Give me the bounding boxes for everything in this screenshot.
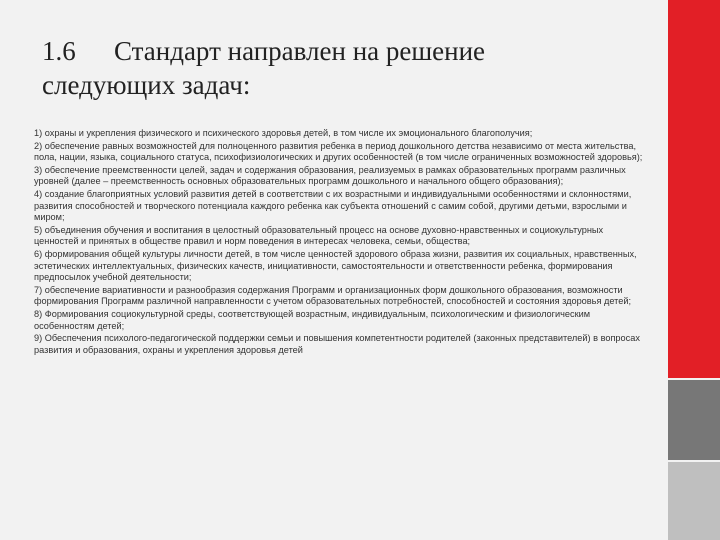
task-item-7: 7) обеспечение вариативности и разнообразия содержания Программ и организационных форм дошкольного образования, возможности формирования Программ различной направленности с учетом образовательных потребностей, способностей и состояния здоровья детей; <box>34 284 632 307</box>
task-item-9: 9) Обеспечения психолого-педагогической поддержки семьи и повышения компетентности родителей (законных представителей) в вопросах развития и образования, охраны и укрепления здоровья детей <box>34 333 640 355</box>
task-item-8: 8) Формирования социокультурной среды, соответствующей возрастным, индивидуальным, психологическим и физиологическим особенностям детей; <box>34 308 591 331</box>
task-item-5: 5) объединения обучения и воспитания в целостный образовательный процесс на основе духовно-нравственных и социокультурных ценностей и принятых в обществе правил и норм поведения в интересах человека, семьи, общества; <box>34 224 604 247</box>
side-bar-red-segment <box>668 0 720 378</box>
task-item-3: 3) обеспечение преемственности целей, задач и содержания образования, реализуемых в рамках образовательных программ различных уровней (далее – преемственность основных образовательных программ дошкольного и начального общего образования); <box>34 164 626 187</box>
task-list <box>34 128 644 357</box>
side-bar-light-segment <box>668 462 720 540</box>
task-item-2: 2) обеспечение равных возможностей для полноценного развития ребенка в период дошкольного детства независимо от места жительства, пола, нации, языка, социального статуса, психофизиологических и других особенностей (в том числе ограниченных возможностей здоровья); <box>34 140 643 163</box>
task-item-1: 1) охраны и укрепления физического и психического здоровья детей, в том числе их эмоционального благополучия; <box>34 128 533 138</box>
task-item-6: 6) формирования общей культуры личности детей, в том числе ценностей здорового образа жизни, развития их социальных, нравственных, эстетических интеллектуальных, физических качеств, инициативности, самостоятельности и ответственности ребенка, формирования предпосылок учебной деятельности; <box>34 248 637 283</box>
title-line-2: следующих задач: <box>42 70 251 100</box>
title-line-1: Стандарт направлен на решение <box>114 36 486 66</box>
side-bar-dark-segment <box>668 380 720 460</box>
task-item-4: 4) создание благоприятных условий развития детей в соответствии с их возрастными и индивидуальными особенностями и склонностями, развития способностей и творческого потенциала каждого ребенка как субъекта отношений с самим собой, другими детьми, взрослыми и миром; <box>34 188 632 223</box>
slide-title <box>42 34 642 102</box>
title-number: 1.6 <box>42 36 76 66</box>
decorative-side-bar <box>668 0 720 540</box>
